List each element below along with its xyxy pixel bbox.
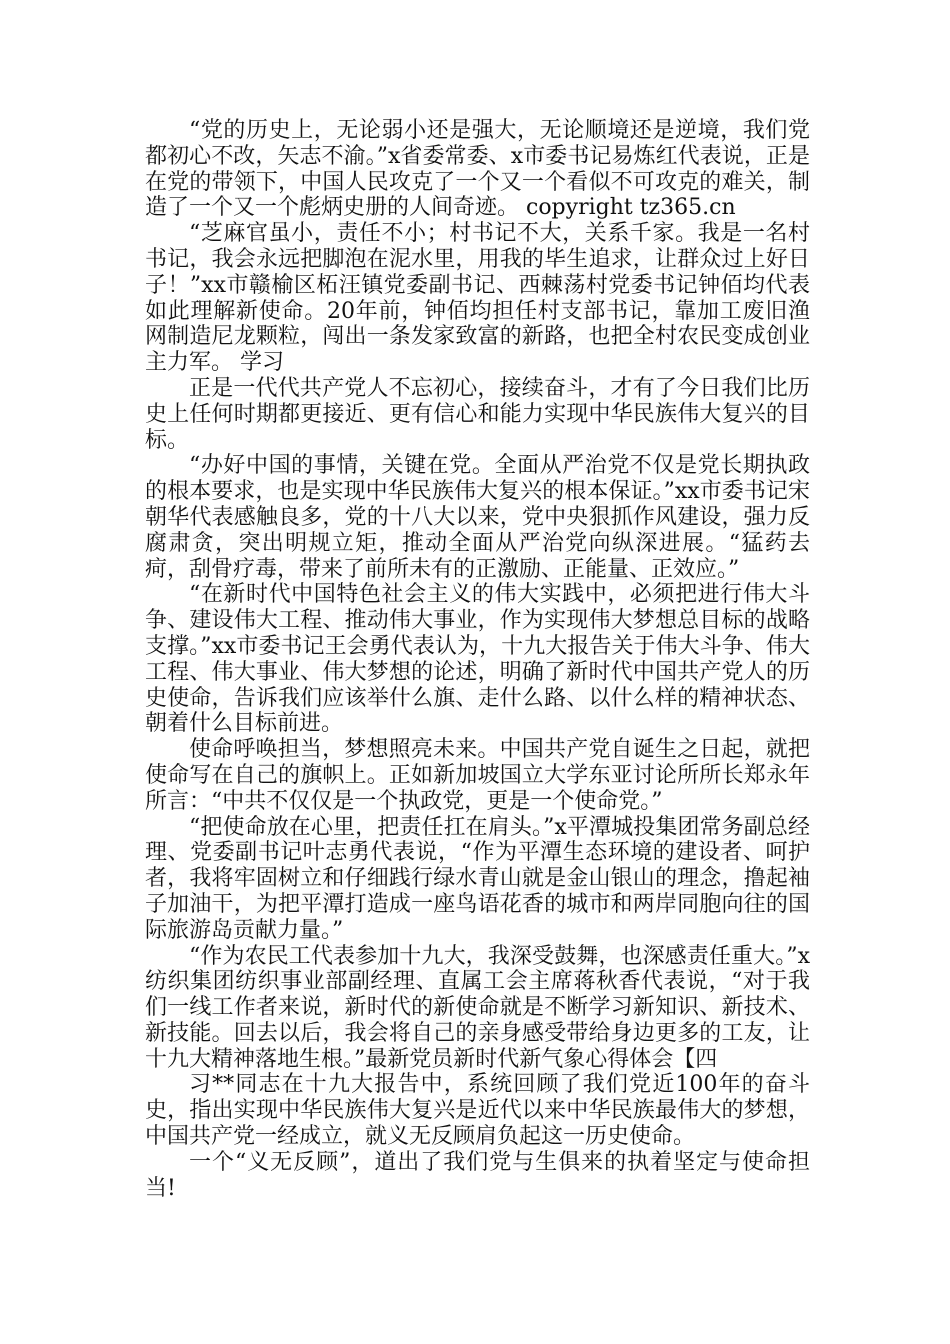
paragraph: “办好中国的事情，关键在党。全面从严治党不仅是党长期执政的根本要求，也是实现中华民族伟大复兴的根本保证。”xx市委书记宋朝华代表感触良多，党的十八大以来，党中央狠抓作风建设，强力反腐肃贪，突出明规立矩，推动全面从严治党向纵深进展。“猛药去疴，刮骨疗毒，带来了前所未有的正激励、正能量、正效应。”: [145, 453, 810, 582]
paragraph: 使命呼唤担当，梦想照亮未来。中国共产党自诞生之日起，就把使命写在自己的旗帜上。正如新加坡国立大学东亚讨论所所长郑永年所言：“中共不仅仅是一个执政党，更是一个使命党。”: [145, 737, 810, 814]
paragraph: 习**同志在十九大报告中，系统回顾了我们党近100年的奋斗史，指出实现中华民族伟大复兴是近代以来中华民族最伟大的梦想，中国共产党一经成立，就义无反顾肩负起这一历史使命。: [145, 1072, 810, 1150]
paragraph: “芝麻官虽小，责任不小；村书记不大，关系千家。我是一名村书记，我会永远把脚泡在泥水里，用我的毕生追求，让群众过上好日子！”xx市赣榆区柘汪镇党委副书记、西棘荡村党委书记钟佰均代表如此理解新使命。20年前，钟佰均担任村支部书记，靠加工废旧渔网制造尼龙颗粒，闯出一条发家致富的新路，也把全村农民变成创业主力军。 学习: [145, 221, 810, 376]
document-body: [145, 118, 810, 1201]
paragraph: “党的历史上，无论弱小还是强大，无论顺境还是逆境，我们党都初心不改，矢志不渝。”x省委常委、x市委书记易炼红代表说，正是在党的带领下，中国人民攻克了一个又一个看似不可攻克的难关，制造了一个又一个彪炳史册的人间奇迹。 copyright tz365.cn: [145, 118, 810, 221]
paragraph: “作为农民工代表参加十九大，我深受鼓舞，也深感责任重大。”x纺织集团纺织事业部副经理、直属工会主席蒋秋香代表说，“对于我们一线工作者来说，新时代的新使命就是不断学习新知识、新技术、新技能。回去以后，我会将自己的亲身感受带给身边更多的工友，让十九大精神落地生根。”最新党员新时代新气象心得体会【四: [145, 943, 810, 1072]
paragraph: 正是一代代共产党人不忘初心，接续奋斗，才有了今日我们比历史上任何时期都更接近、更有信心和能力实现中华民族伟大复兴的目标。: [145, 375, 810, 453]
paragraph: “把使命放在心里，把责任扛在肩头。”x平潭城投集团常务副总经理、党委副书记叶志勇代表说，“作为平潭生态环境的建设者、呵护者，我将牢固树立和仔细践行绿水青山就是金山银山的理念，撸起袖子加油干，为把平潭打造成一座鸟语花香的城市和两岸同胞向往的国际旅游岛贡献力量。”: [145, 814, 810, 943]
paragraph: “在新时代中国特色社会主义的伟大实践中，必须把进行伟大斗争、建设伟大工程、推动伟大事业，作为实现伟大梦想总目标的战略支撑。”xx市委书记王会勇代表认为，十九大报告关于伟大斗争、伟大工程、伟大事业、伟大梦想的论述，明确了新时代中国共产党人的历史使命，告诉我们应该举什么旗、走什么路、以什么样的精神状态、朝着什么目标前进。: [145, 582, 810, 737]
paragraph: 一个“义无反顾”，道出了我们党与生俱来的执着坚定与使命担当!: [145, 1149, 810, 1201]
